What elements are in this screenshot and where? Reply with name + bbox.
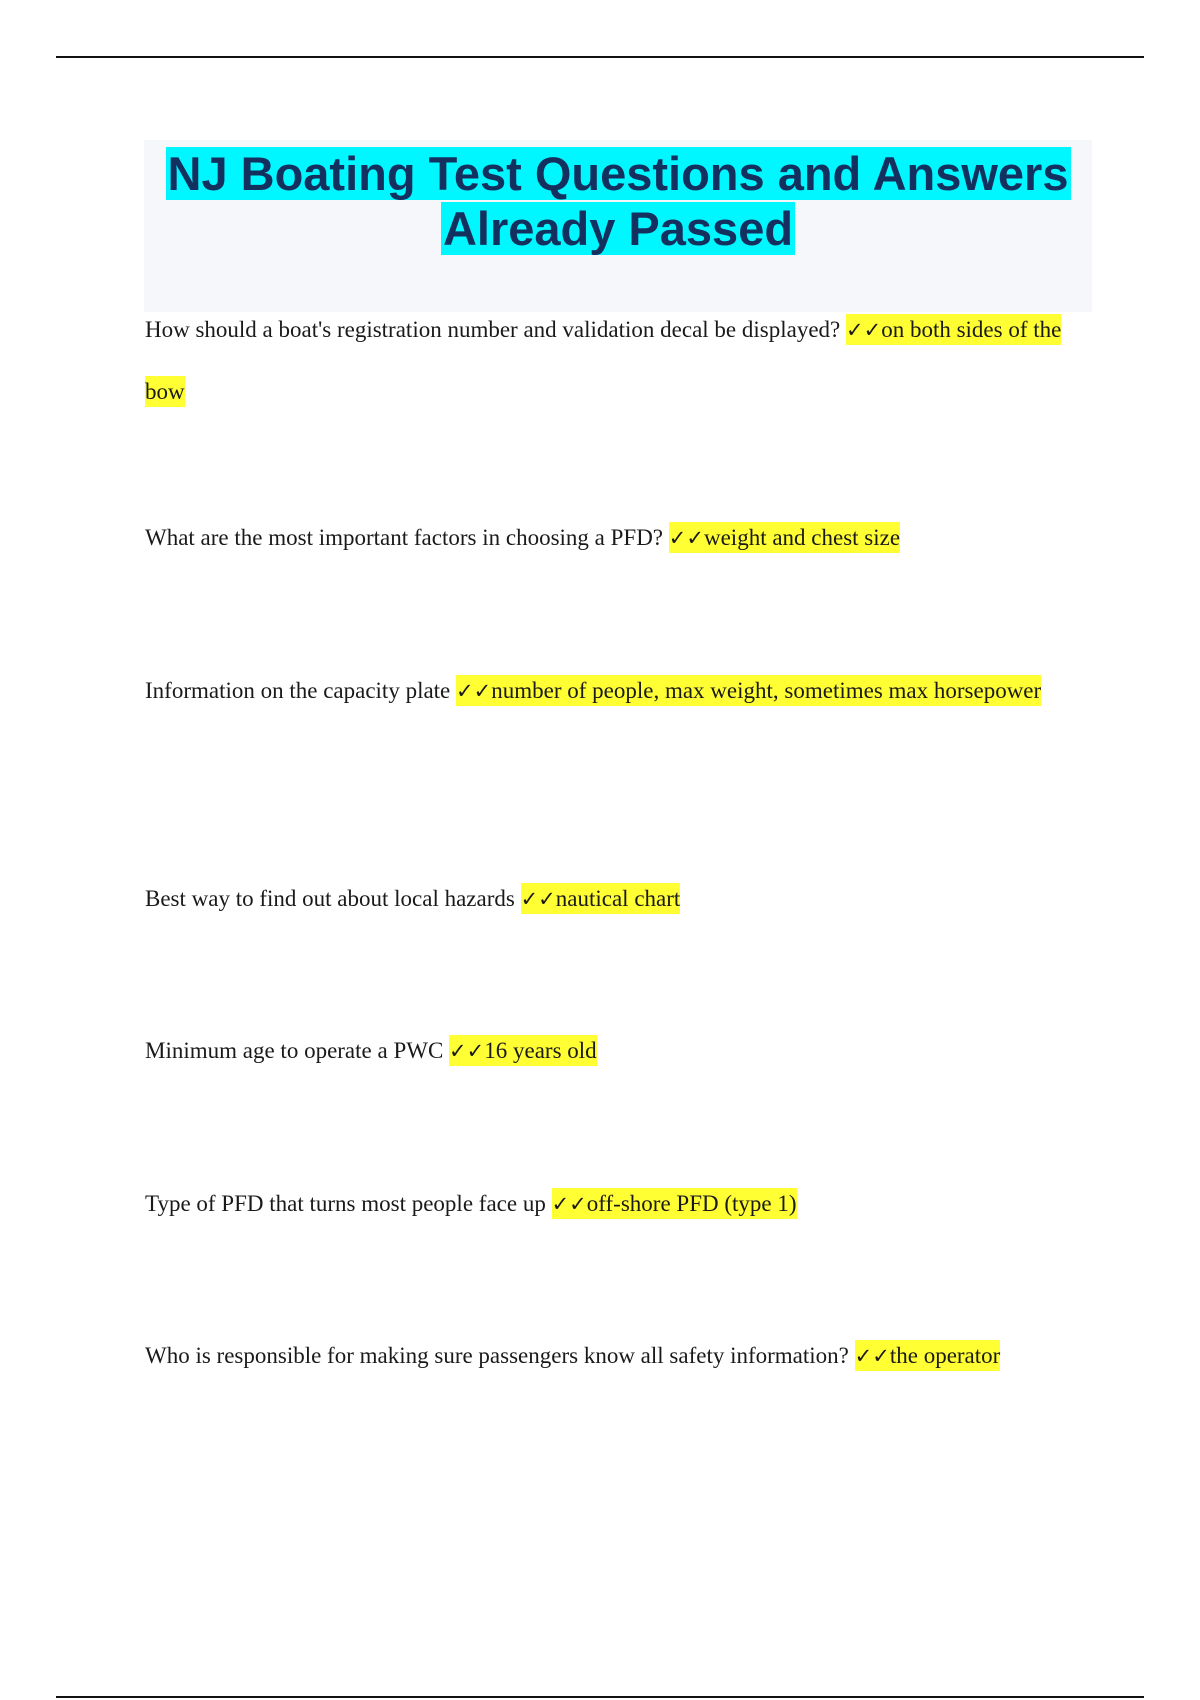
check-mark-icon: ✓✓ [854, 1344, 890, 1368]
qa-item [145, 660, 1085, 722]
check-mark-icon: ✓✓ [520, 887, 556, 911]
title-line-1: NJ Boating Test Questions and Answers [167, 147, 1069, 200]
qa-item [145, 1173, 1085, 1235]
qa-item [145, 868, 1085, 930]
qa-item [145, 1325, 1085, 1387]
question-text: Information on the capacity plate [145, 678, 451, 703]
answer-text: on both sides of the bow [145, 317, 1062, 404]
answer-highlight [456, 675, 1041, 706]
question-text: Type of PFD that turns most people face up [145, 1191, 546, 1216]
question-text: Best way to find out about local hazards [145, 886, 515, 911]
answer-highlight [855, 1340, 1001, 1371]
answer-text: number of people, max weight, sometimes max horsepower [491, 678, 1042, 703]
qa-item [145, 1020, 1085, 1082]
answer-text: off-shore PFD (type 1) [586, 1191, 797, 1216]
question-text: What are the most important factors in choosing a PFD? [145, 525, 664, 550]
page-title [144, 140, 1092, 256]
answer-highlight [449, 1035, 597, 1066]
answer-text: the operator [889, 1343, 1001, 1368]
bottom-rule [56, 1696, 1144, 1698]
title-line-2: Already Passed [442, 202, 794, 255]
check-mark-icon: ✓✓ [449, 1039, 485, 1063]
answer-text: 16 years old [484, 1038, 597, 1063]
answer-highlight [669, 522, 900, 553]
answer-text: nautical chart [555, 886, 681, 911]
qa-item [145, 507, 1085, 569]
check-mark-icon: ✓✓ [668, 526, 704, 550]
check-mark-icon: ✓✓ [845, 318, 882, 342]
answer-highlight [521, 883, 681, 914]
top-rule [56, 56, 1144, 58]
answer-text: weight and chest size [703, 525, 901, 550]
answer-highlight [552, 1188, 797, 1219]
check-mark-icon: ✓✓ [551, 1192, 587, 1216]
question-text: Minimum age to operate a PWC [145, 1038, 444, 1063]
check-mark-icon: ✓✓ [456, 679, 492, 703]
title-block [144, 140, 1092, 312]
qa-item [145, 299, 1085, 422]
question-text: Who is responsible for making sure passengers know all safety information? [145, 1343, 849, 1368]
question-text: How should a boat's registration number and validation decal be displayed? [145, 317, 841, 342]
